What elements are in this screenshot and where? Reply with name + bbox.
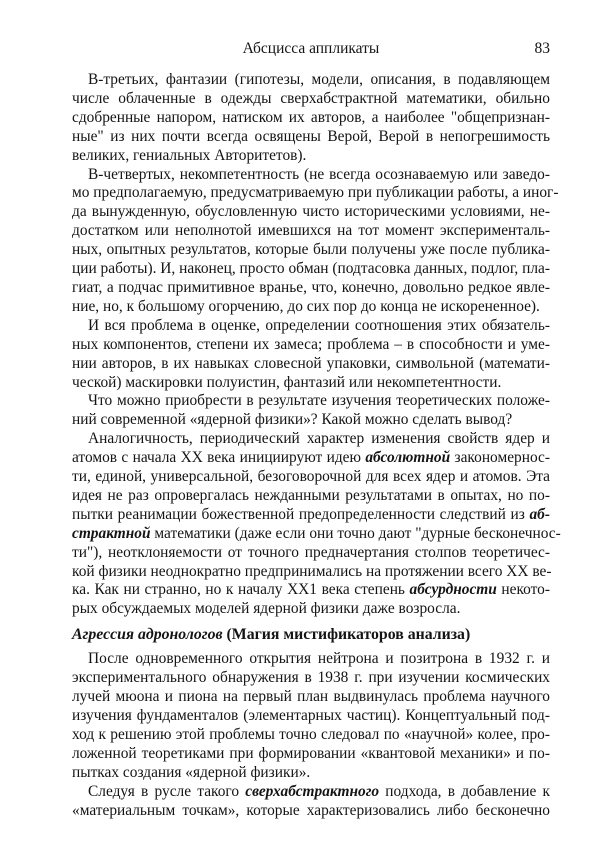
text-line: ции работы). И, наконец, просто обман (подтасовка данных, подлог, пла-: [72, 260, 551, 278]
page-header: [72, 40, 550, 60]
text-line: лучей мюона и пиона на первый план выдвинулась проблема научного: [72, 688, 550, 706]
text-line: Что можно приобрести в результате изучения теоретических положе-: [88, 392, 550, 410]
emphasis: страктной: [72, 524, 151, 542]
text-line: ти, единой, универсальной, безоговорочной для всех ядер и атомов. Эта: [72, 468, 550, 486]
text-line: страктной математики (даже если они точно дают "дурные бесконечнос-: [72, 524, 561, 542]
text-line: великих, гениальных Авторитетов).: [72, 146, 307, 164]
text-line: ти"), неотклоняемости от точного предначертания столпов теоретичес-: [72, 543, 550, 561]
text-line: ных компонентов, степени их замеса; проблема – в способности и уме-: [72, 335, 550, 353]
running-title: Абсцисса аппликаты: [242, 40, 380, 57]
text-line: ложенной теоретиками при формировании «квантовой механики» и по-: [72, 744, 550, 762]
emphasis: абсурдности: [409, 581, 497, 599]
section-heading: [72, 625, 550, 645]
text-line: ние, но, к большому огорчению, до сих пор до конца не искорененное).: [72, 297, 540, 315]
text-line: гиат, а подчас примитивное вранье, что, конечно, довольно редкое явле-: [72, 278, 550, 296]
text-line: мо предполагаемую, предусматриваемую при публикации работы, а иног-: [72, 184, 559, 202]
paragraph-discovery: [72, 650, 550, 782]
text-line: После одновременного открытия нейтрона и позитрона в 1932 г. и: [88, 650, 550, 668]
text-line: кой физики неоднократно предпринимались на протяжении всего XX ве-: [72, 562, 552, 580]
page-number: 83: [534, 40, 550, 57]
text-line: достатком или неполнотой имевшихся на тот момент эксперименталь-: [72, 222, 550, 240]
text-line: пытках создания «ядерной физики».: [72, 763, 311, 781]
emphasis: аб-: [529, 505, 550, 523]
paragraph-question: [72, 392, 550, 430]
paragraph-analogy: [72, 430, 561, 619]
text-line: нии авторов, в их навыках словесной упаковки, символьной (математи-: [72, 354, 550, 372]
emphasis: абсолютной: [365, 449, 451, 467]
text-line: рых обсуждаемых моделей ядерной физики даже возросла.: [72, 600, 461, 618]
text-line: атомов с начала XX века инициируют идею абсолютной закономернос-: [72, 449, 550, 467]
text-line: да вынужденную, обусловленную чисто историческими условиями, не-: [72, 203, 550, 221]
text-line: ний современной «ядерной физики»? Какой можно сделать вывод?: [72, 411, 513, 429]
text-line: пытки реанимации божественной предопределенности следствий из аб-: [72, 505, 550, 523]
text-line: ка. Как ни странно, но к началу XX1 века степень абсурдности некото-: [72, 581, 550, 599]
text-line: И вся проблема в оценке, определении соотношения этих обязатель-: [88, 316, 550, 334]
text-line: «материальным точкам», которые характеризовались либо бесконечно: [72, 801, 550, 819]
text-line: ческой) маскировки полуистин, фантазий или некомпетентности.: [72, 373, 502, 391]
emphasis: сверхабстрактного: [245, 782, 380, 800]
text-line: экспериментального обнаружения в 1938 г. при изучении космических: [72, 669, 550, 687]
text-line: сдобренные напором, натиском их авторов, а наиболее "общепризнан-: [72, 108, 550, 126]
text-line: Следуя в русле такого сверхабстрактного подхода, в добавление к: [88, 782, 551, 800]
body-text: [72, 71, 561, 820]
paragraph-problem: [72, 317, 550, 393]
paragraph-fourth: [72, 165, 559, 317]
text-line: ных, опытных результатов, которые были получены уже после публика-: [72, 241, 550, 259]
paragraph-following: [72, 783, 550, 821]
section-heading-italic: Агрессия адронологов: [72, 626, 223, 644]
text-line: ход к решению этой проблемы точно следовал по «научной» колее, про-: [72, 725, 550, 743]
text-line: числе облаченные в одежды сверхабстрактной математики, обильно: [72, 89, 550, 107]
text-line: идея не раз опровергалась нежданными результатами в опытах, но по-: [72, 486, 550, 504]
text-line: В-третьих, фантазии (гипотезы, модели, описания, в подавляющем: [88, 71, 550, 88]
text-line: ные" из них почти всегда освящены Верой, Верой в непогрешимость: [72, 127, 550, 145]
text-line: изучения фундаменталов (элементарных частиц). Концептуальный под-: [72, 707, 550, 724]
text-line: Аналогичность, периодический характер изменения свойств ядер и: [88, 430, 550, 448]
paragraph-third: [72, 71, 550, 166]
section-heading-rest: (Магия мистификаторов анализа): [222, 626, 471, 644]
text-line: В-четвертых, некомпетентность (не всегда осознаваемую или заведо-: [88, 165, 550, 183]
